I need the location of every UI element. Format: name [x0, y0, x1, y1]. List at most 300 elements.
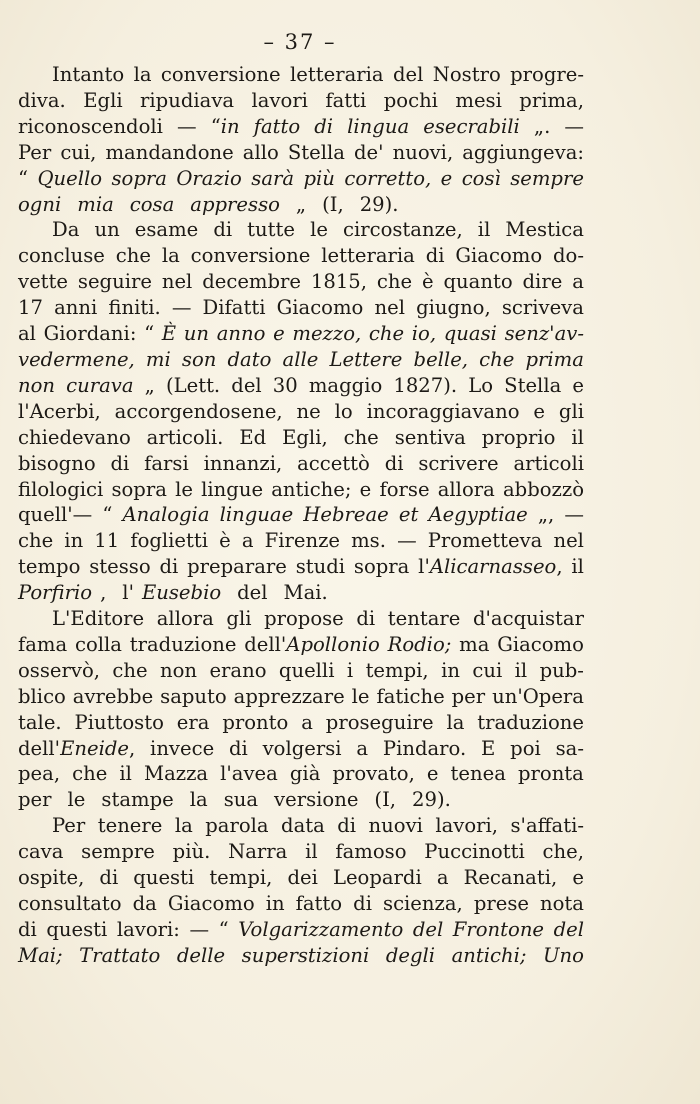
word: ma [459, 632, 490, 656]
word: Da [52, 218, 80, 242]
word: quell'— [18, 503, 93, 527]
word: in [265, 892, 285, 915]
word: Recanati, [463, 866, 558, 890]
word: anno [216, 322, 266, 346]
word: un [183, 322, 210, 346]
word: traduzione [129, 632, 237, 656]
word: È [161, 322, 177, 346]
word: nota [540, 892, 584, 915]
word: traduzione [477, 710, 584, 734]
word: le [175, 477, 193, 501]
word: Piuttosto [74, 710, 164, 734]
word: e [440, 166, 453, 190]
word: — [189, 917, 210, 941]
word: Stella [504, 373, 562, 397]
word: non [159, 658, 198, 682]
text-line [18, 114, 584, 140]
word: ospite, [18, 866, 85, 890]
word: di [425, 244, 445, 268]
word: farsi [144, 451, 189, 475]
word: del [231, 373, 262, 397]
word: più [303, 166, 335, 190]
word: Per [18, 140, 52, 164]
word: fatti [325, 88, 367, 112]
word: le [67, 788, 86, 812]
word: che [376, 270, 413, 294]
word: di [110, 451, 130, 475]
word: famoso [335, 840, 407, 864]
word: data [281, 814, 325, 838]
word: Lettere [329, 347, 403, 371]
word: erano [209, 658, 267, 682]
word: in [441, 658, 460, 682]
text-line [18, 943, 584, 969]
word: preparare [187, 555, 287, 579]
word: esame [134, 218, 199, 242]
word: parola [205, 814, 269, 838]
word: filologici [18, 477, 104, 501]
word: di [337, 814, 357, 838]
text-line [18, 477, 584, 503]
word: tutte [247, 218, 296, 242]
word: il [477, 218, 491, 242]
word: Firenze [264, 529, 340, 553]
word: un [94, 218, 120, 242]
word: il [571, 425, 584, 449]
text-line [18, 761, 584, 787]
word: a [301, 710, 313, 734]
word: di [356, 607, 376, 631]
word: — [177, 114, 197, 138]
word: ne [296, 399, 321, 423]
word: le [310, 218, 328, 242]
word: e [533, 399, 546, 423]
text-line [18, 580, 584, 606]
text-line [18, 813, 584, 839]
word: questi [46, 917, 108, 941]
word: prima, [519, 88, 584, 112]
word: sopra [111, 166, 167, 190]
word: Giacomo [167, 892, 255, 915]
word: Nostro [432, 63, 501, 86]
word: cosa [129, 192, 175, 216]
word: a [241, 529, 254, 553]
word: che, [542, 840, 584, 864]
text-line [18, 632, 584, 658]
word: conversione [190, 244, 311, 268]
word: Hebreae [303, 503, 389, 527]
word: 1815, [310, 270, 367, 294]
word: invece [150, 736, 215, 760]
word: Mai; [18, 943, 63, 967]
word: un'Opera [492, 684, 584, 708]
word: lo [334, 399, 353, 423]
word: di [228, 736, 248, 760]
word: “in [210, 114, 240, 138]
text-line [18, 425, 584, 451]
word: aggiungeva: [462, 140, 584, 164]
text-line [18, 166, 584, 192]
word: ogni [18, 192, 62, 216]
word: e [359, 477, 372, 501]
word: nuovi, [392, 140, 454, 164]
page-number: – 37 – [263, 30, 337, 54]
word: dei [287, 866, 318, 890]
word: 1827). [393, 373, 458, 397]
word: fatto [295, 892, 343, 915]
word: scriveva [501, 296, 584, 320]
text-line [18, 192, 584, 218]
text-line [18, 736, 584, 762]
word: 17 [18, 296, 43, 320]
word: Egli, [282, 425, 328, 449]
word: è [421, 270, 434, 294]
word: Puccinotti [424, 840, 525, 864]
word: le [351, 684, 370, 708]
word: la [174, 814, 193, 838]
word: di [314, 114, 334, 138]
text-line [18, 140, 584, 166]
word: son [181, 347, 217, 371]
word: degli [385, 943, 436, 967]
word: Egli [83, 88, 123, 112]
word: delle [176, 943, 226, 967]
word: che [479, 347, 515, 371]
word: già [289, 762, 321, 786]
word: pea, [18, 762, 61, 786]
word: scrivere [418, 451, 499, 475]
text-line [18, 269, 584, 295]
text-line [18, 502, 584, 528]
word: Analogia [122, 503, 210, 527]
word: sentiva [394, 425, 466, 449]
word: accettò [297, 451, 370, 475]
word: che [368, 322, 405, 346]
word: che [115, 244, 151, 268]
word: Giordani: [43, 322, 137, 346]
word: do- [552, 244, 584, 268]
word: Trattato [79, 943, 161, 967]
word: Stella [287, 140, 345, 164]
word: che [18, 529, 54, 553]
word: alle [282, 347, 319, 371]
word: allo [242, 140, 279, 164]
word: abbozzò [502, 477, 584, 501]
word: — [397, 529, 417, 553]
word: articoli [513, 451, 584, 475]
word: Leopardi [332, 866, 422, 890]
word: tempi, [209, 866, 273, 890]
text-line [18, 243, 584, 269]
word: dell'Apollonio [244, 632, 380, 656]
text-line [18, 373, 584, 399]
word: (Lett. [165, 373, 221, 397]
word: ms. [351, 529, 386, 553]
word: L'Editore [52, 607, 145, 631]
word: diva. [18, 88, 66, 112]
word: (I, [322, 192, 344, 216]
text-line [18, 865, 584, 891]
word: e [273, 322, 285, 346]
text-line [18, 217, 584, 243]
word: riconoscendoli [18, 114, 163, 138]
word: gli [558, 399, 584, 423]
word: esecrabili [423, 114, 520, 138]
word: sempre [81, 840, 155, 864]
word: sa- [555, 736, 584, 760]
word: per [18, 788, 52, 812]
word: “ [218, 917, 229, 941]
word: giugno, [416, 296, 491, 320]
word: di [159, 555, 179, 579]
word: Giacomo [455, 244, 543, 268]
text-line [18, 88, 584, 114]
word: saputo [160, 684, 227, 708]
word: tempi, [365, 658, 429, 682]
word: pronta [517, 762, 584, 786]
word: la [189, 788, 208, 812]
word: 29). [359, 192, 399, 216]
word: Lo [468, 373, 494, 397]
text-line [18, 684, 584, 710]
text-line [18, 347, 584, 373]
word: tempo [18, 555, 81, 579]
word: sopra [353, 555, 410, 579]
word: in [64, 529, 84, 553]
word: pub- [539, 658, 584, 682]
word: 11 [94, 529, 120, 553]
word: circostanze, [342, 218, 463, 242]
word: era [176, 710, 210, 734]
word: Aegyptiae [428, 503, 528, 527]
word: Prometteva [427, 529, 543, 553]
word: 29). [412, 788, 451, 812]
word: io, [411, 322, 437, 346]
word: Giacomo [497, 632, 584, 656]
word: al [18, 322, 36, 346]
word: del [392, 63, 424, 86]
word: e [572, 373, 584, 397]
word: forse [379, 477, 430, 501]
word: antichi; [451, 943, 527, 967]
word: l'Alicarnasseo, [418, 555, 563, 579]
word: da [132, 892, 157, 915]
word: il [119, 762, 132, 786]
word: Mazza [144, 762, 209, 786]
word: antiche; [271, 477, 352, 501]
body-text [18, 62, 584, 969]
word: sempre [510, 166, 584, 190]
word: di [353, 892, 372, 915]
word: del [553, 917, 584, 941]
word: — [564, 114, 584, 138]
word: il [571, 555, 584, 579]
word: più. [172, 840, 211, 864]
word: concluse [18, 244, 105, 268]
word: poi [510, 736, 541, 760]
word: dell'Eneide, [18, 736, 136, 760]
word: maggio [308, 373, 383, 397]
word: il [305, 840, 318, 864]
word: che [343, 425, 379, 449]
word: decembre [202, 270, 302, 294]
word: linguae [219, 503, 294, 527]
word: questi [133, 866, 195, 890]
text-line [18, 839, 584, 865]
word: la [446, 710, 465, 734]
word: mezzo, [292, 322, 362, 346]
word: Narra [228, 840, 288, 864]
text-line [18, 451, 584, 477]
word: Frontone [452, 917, 545, 941]
word: chiedevano [18, 425, 131, 449]
word: incoraggiavano [366, 399, 520, 423]
word: Mestica [505, 218, 584, 242]
word: avrebbe [72, 684, 154, 708]
word: del [237, 581, 268, 605]
word: seguire [77, 270, 152, 294]
word: prima [525, 347, 584, 371]
word: di [384, 451, 404, 475]
word: „. [533, 114, 551, 138]
word: che [112, 658, 148, 682]
word: belle, [413, 347, 469, 371]
word: E [481, 736, 496, 760]
word: l' Eusebio [122, 581, 222, 605]
word: lingua [347, 114, 410, 138]
word: e [426, 762, 439, 786]
word: Mai. [283, 581, 328, 605]
word: vette [18, 270, 69, 294]
word: gli [226, 607, 252, 631]
word: accorgendosene, [114, 399, 283, 423]
text-line [18, 917, 584, 943]
word: (I, [374, 788, 397, 812]
text-line [18, 787, 584, 813]
word: lavori, [435, 814, 499, 838]
word: il [514, 658, 528, 682]
word: Ed [239, 425, 267, 449]
word: blico [18, 684, 66, 708]
word: così [461, 166, 501, 190]
word: cui, [60, 140, 97, 164]
word: superstizioni [241, 943, 370, 967]
word: letteraria [290, 63, 384, 86]
text-line [18, 62, 584, 88]
word: del [412, 917, 444, 941]
word: stesso [89, 555, 151, 579]
word: lavori: [116, 917, 180, 941]
word: vedermene, [18, 347, 135, 371]
word: studi [295, 555, 346, 579]
word: fatto [253, 114, 301, 138]
word: nel [553, 529, 584, 553]
word: sopra [111, 477, 167, 501]
word: allora [437, 477, 495, 501]
word: non [18, 373, 56, 397]
word: i [346, 658, 354, 682]
word: d'acquistar [472, 607, 584, 631]
text-line [18, 528, 584, 554]
word: mia [77, 192, 114, 216]
word: curava [66, 373, 134, 397]
word: progre- [510, 63, 584, 86]
word: per [451, 684, 486, 708]
word: mi [145, 347, 171, 371]
word: Giacomo [276, 296, 364, 320]
word: e [572, 866, 584, 890]
word: consultato [18, 892, 122, 915]
word: letteraria [321, 244, 415, 268]
word: — [564, 503, 584, 527]
text-line [18, 606, 584, 632]
word: nel [161, 270, 193, 294]
word: — [171, 296, 192, 320]
word: quelli [278, 658, 335, 682]
word: de' [354, 140, 384, 164]
word: a [436, 866, 449, 890]
word: quanto [443, 270, 513, 294]
word: l'Acerbi, [18, 399, 101, 423]
word: la [133, 63, 152, 86]
word: proseguire [325, 710, 434, 734]
word: foglietti [130, 529, 209, 553]
word: l'avea [220, 762, 278, 786]
word: pronto [222, 710, 289, 734]
word: “ [18, 166, 29, 190]
word: Porfirio , [18, 581, 107, 605]
word: volgersi [262, 736, 342, 760]
word: conversione [160, 63, 281, 86]
word: fama [18, 632, 68, 656]
word: s'affati- [510, 814, 584, 838]
word: sua [223, 788, 259, 812]
word: corretto, [344, 166, 432, 190]
word: apprezzare [233, 684, 345, 708]
word: colla [74, 632, 122, 656]
text-line [18, 295, 584, 321]
word: di [18, 917, 37, 941]
word: „, [537, 503, 555, 527]
word: dato [227, 347, 272, 371]
word: osservò, [18, 658, 100, 682]
word: lingue [201, 477, 264, 501]
text-line [18, 710, 584, 736]
word: stampe [101, 788, 174, 812]
word: Uno [543, 943, 584, 967]
word: 30 [272, 373, 298, 397]
word: tenere [97, 814, 163, 838]
word: quasi [443, 322, 497, 346]
word: lavori [251, 88, 308, 112]
word: a [356, 736, 369, 760]
word: nel [374, 296, 405, 320]
text-line [18, 891, 584, 917]
word: che [72, 762, 108, 786]
word: Quello [37, 166, 103, 190]
word: tale. [18, 710, 62, 734]
word: cui [472, 658, 503, 682]
word: appresso [190, 192, 280, 216]
word: „ [144, 373, 155, 397]
text-line [18, 554, 584, 580]
word: Difatti [202, 296, 266, 320]
word: innanzi, [203, 451, 283, 475]
word: finiti. [108, 296, 161, 320]
word: propose [264, 607, 344, 631]
word: è [219, 529, 231, 553]
text-line [18, 658, 584, 684]
